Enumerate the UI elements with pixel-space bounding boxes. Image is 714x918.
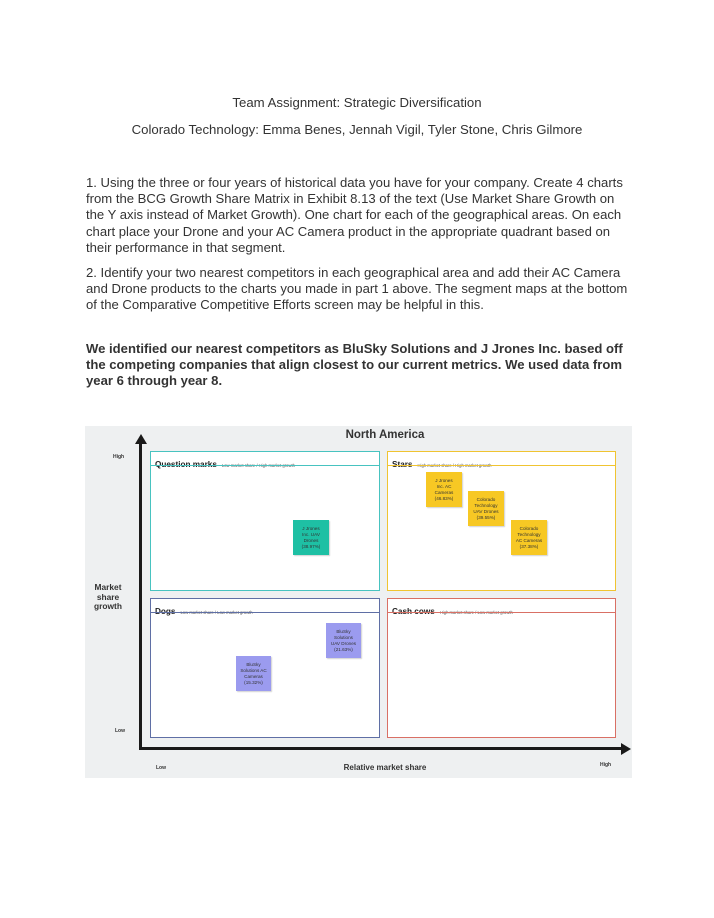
x-low-label: Low [156,765,166,771]
note-line: J Jrones [302,525,320,531]
quadrant-cash-cows [387,598,616,738]
x-high-label: High [600,762,612,768]
question-1: 1. Using the three or four years of historical data you have for your company. Create 4 charts from the BCG Growth Share Matrix in Exhibit 8.13 of the text (Use Market Share Growth on the Y axis instead of Market Growth). One chart for each of the geographical areas. On each chart place your Drone and your AC Camera product in the appropriate quadrant based on their performance in that segment. [86,175,623,255]
sticky-note-blusky-cameras [236,656,271,691]
note-line: (37.38%) [519,543,539,549]
note-line: Colorado [519,525,539,531]
y-axis-arrow-icon [135,434,147,444]
document-title: Team Assignment: Strategic Diversification [232,95,482,110]
y-axis-label: Market share growth [94,582,122,612]
note-line: Drones [303,537,319,543]
matrix-title: North America [345,429,425,441]
team-members: Colorado Technology: Emma Benes, Jennah Vigil, Tyler Stone, Chris Gilmore [131,122,583,137]
note-line: Technology [517,531,541,537]
note-line: (21.63%) [334,646,353,652]
quadrant-question-marks [150,451,380,591]
note-line: (46.83%) [434,495,454,501]
note-line: (38.97%) [301,543,321,549]
question-2: 2. Identify your two nearest competitors in each geographical area and add their AC Camera and Drone products to the charts you made in part 1 above. The segment maps at the bottom of the Comparative Competitive Efforts screen may be helpful in this. [86,265,628,313]
x-axis [139,747,623,750]
note-line: Inc. AC [436,483,452,489]
y-low-label: Low [115,728,125,734]
note-line: Technology [474,502,498,508]
bcg-matrix-figure [85,426,632,778]
y-high-label: High [113,454,125,460]
x-axis-label: Relative market share [343,763,427,772]
note-line: BluSky [336,628,351,634]
sticky-note-blusky-drones [326,623,361,658]
quadrant-divider [151,465,379,466]
note-line: Cameras [434,489,454,495]
note-line: UAV Drones [330,640,357,646]
note-line: Colorado [476,496,496,502]
note-line: BluSky [246,661,261,667]
answer-text: We identified our nearest competitors as BluSky Solutions and J Jrones Inc. based off the competing companies that align closest to our current metrics. We used data from year 6 through year 8. [86,341,623,389]
note-line: UAV Drones [473,508,499,514]
x-axis-arrow-icon [621,743,631,755]
note-line: Solutions AC [240,667,267,673]
sticky-note-jjrones-cameras [426,472,462,507]
note-line: (39.55%) [476,514,496,520]
sticky-note-colorado-cameras [511,520,547,555]
note-line: Solutions [334,634,353,640]
quadrant-divider [388,465,615,466]
sticky-note-colorado-drones [468,491,504,526]
note-line: J Jrones [435,477,453,483]
quadrant-divider [388,612,615,613]
note-line: (15.32%) [244,679,263,685]
note-line: Cameras [244,673,263,679]
quadrant-divider [151,612,379,613]
sticky-note-jjrones-drones [293,520,329,555]
note-line: AC Cameras [515,537,543,543]
y-axis [139,442,142,750]
note-line: Inc. UAV [302,531,320,537]
